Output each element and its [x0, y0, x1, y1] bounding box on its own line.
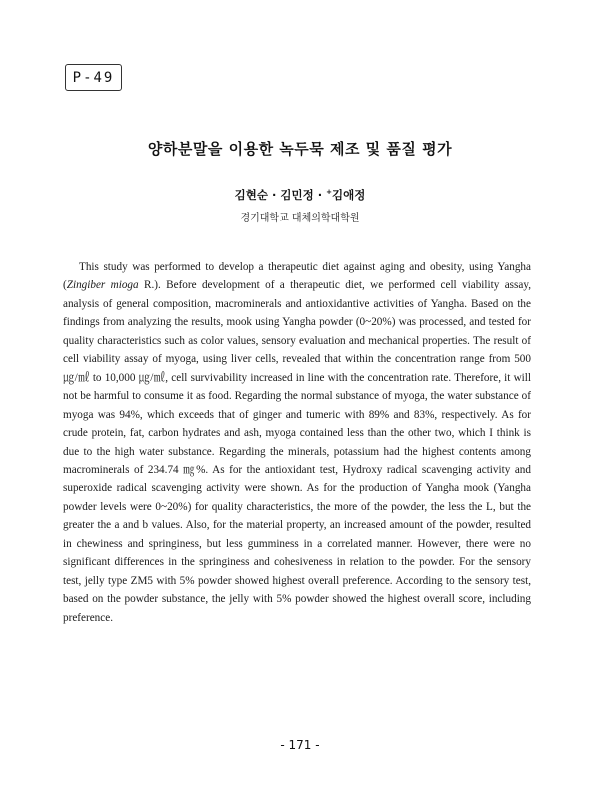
author-3: 김애정: [331, 188, 366, 202]
author-separator: ·: [268, 188, 281, 202]
author-1: 김현순: [234, 188, 268, 202]
poster-id: P-49: [72, 69, 115, 86]
abstract-body: [63, 258, 531, 627]
poster-id-box: [65, 64, 122, 91]
abstract-text-rest: R.). Before development of a therapeutic diet, we performed cell viability assay, analysis of general composition, macrominerals and antioxidantive activities of Yangha. Based on the findings from analyzing the results, mook using Yangha powder (0~20%) was processed, and tested for quality characteristics such as color values, sensory evaluation and mechanical properties. The result of cell viability assay of myoga, using liver cells, revealed that within the concentration range from 500 ㎍/㎖ to 10,000 ㎍/㎖, cell survivability increased in line with the concentration rate. Therefore, it will not be harmful to consume it as food. Regarding the normal substance of myoga, the water substance of myoga was 94%, which exceeds that of ginger and tumeric with 89% and 83%, respectively. As for crude protein, fat, carbon hydrates and ash, myoga contained less than the other two, which I think is due to the high water substance. Regarding the minerals, potassium had the highest contents among macrominerals of 234.74 ㎎%. As for the antioxidant test, Hydroxy radical scavenging activity and superoxide radical scavenging activity were shown. As for the production of Yangha mook (Yangha powder levels were 0~20%) for quality characteristics, the more of the powder, the less the L, but the greater the a and b values. Also, for the material property, an increased amount of the powder, resulted in chewiness and springiness, but less gumminess in a correlated manner. However, there were no significant differences in the springiness and cohesiveness in relation to the powder. For the sensory test, jelly type ZM5 with 5% powder showed highest overall preference. According to the sensory test, based on the powder substance, the jelly with 5% powder showed the highest overall score, including preference.: [63, 279, 531, 624]
paper-title: 양하분말을 이용한 녹두묵 제조 및 품질 평가: [147, 140, 453, 158]
author-list: [0, 187, 600, 203]
author-2: 김민정: [280, 188, 314, 202]
page-number: - 171 -: [280, 738, 320, 752]
affiliation: 경기대학교 대체의학대학원: [240, 213, 360, 224]
abstract-text-start: This study was performed to develop a therapeutic diet against aging and obesity, using Yangha (: [63, 261, 531, 292]
corresponding-author-mark: +: [326, 188, 332, 196]
species-name: Zingiber mioga: [66, 279, 139, 292]
author-separator: ·: [313, 188, 327, 202]
